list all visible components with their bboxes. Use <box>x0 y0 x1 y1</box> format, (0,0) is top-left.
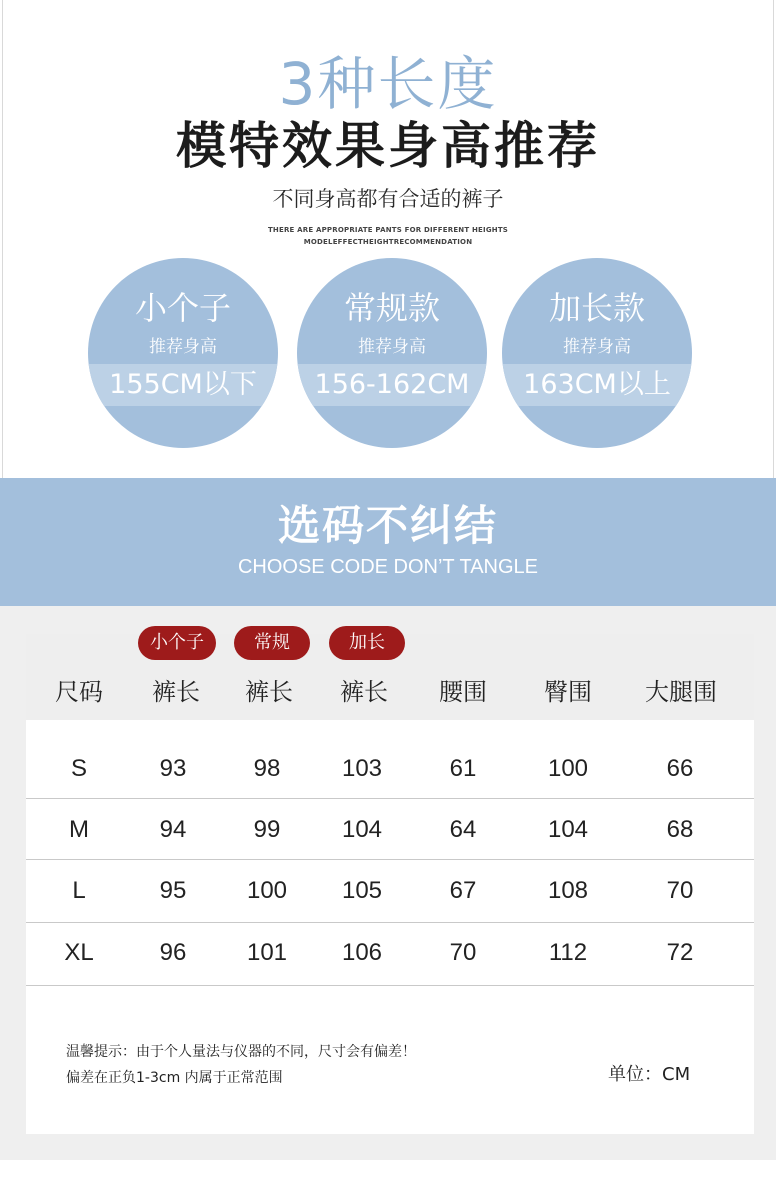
tag-regular: 常规 <box>234 626 310 660</box>
circle-title: 加长款 <box>548 289 645 327</box>
table-cell: 72 <box>666 939 694 966</box>
table-cell: 68 <box>666 816 694 843</box>
circle-height-range: 163CM以上 <box>523 369 671 400</box>
table-cell: 104 <box>341 816 383 843</box>
next-section-strip <box>0 1160 776 1200</box>
tall-height-circle <box>502 258 692 448</box>
table-cell: 61 <box>449 755 477 782</box>
circle-title: 小个子 <box>134 289 231 327</box>
length-count-title: 3种长度 <box>278 50 498 118</box>
table-cell: 70 <box>666 877 694 904</box>
table-cell: L <box>72 877 86 904</box>
height-subtitle: 不同身高都有合适的裤子 <box>272 187 504 211</box>
unit-label: 单位：CM <box>608 1064 691 1085</box>
table-cell: 108 <box>547 877 589 904</box>
row-divider <box>26 922 754 923</box>
table-cell: 64 <box>449 816 477 843</box>
banner-subtitle: CHOOSE CODE DON’T TANGLE <box>237 556 539 578</box>
regular-height-circle <box>297 258 487 448</box>
petite-height-circle <box>88 258 278 448</box>
circle-title: 常规款 <box>343 289 440 327</box>
table-cell: S <box>70 755 88 782</box>
tag-petite: 小个子 <box>138 626 216 660</box>
row-divider <box>26 859 754 860</box>
measurement-note: 温馨提示：由于个人量法与仪器的不同，尺寸会有偏差！ <box>66 1044 416 1060</box>
circle-height-range: 155CM以下 <box>109 369 257 400</box>
banner-title: 选码不纠结 <box>277 501 498 550</box>
table-cell: M <box>69 816 89 843</box>
table-cell: 96 <box>159 939 187 966</box>
table-cell: 112 <box>548 939 588 966</box>
table-cell: 66 <box>666 755 694 782</box>
header-thigh: 大腿围 <box>645 678 717 706</box>
table-cell: 103 <box>341 755 383 782</box>
tolerance-note: 偏差在正负1-3cm 内属于正常范围 <box>66 1070 283 1086</box>
table-cell: 105 <box>341 877 383 904</box>
header-length-regular: 裤长 <box>245 678 293 706</box>
header-length-tall: 裤长 <box>340 678 388 706</box>
english-caption-line1: THERE ARE APPROPRIATE PANTS FOR DIFFERENT HEIGHTS <box>267 226 509 234</box>
row-divider <box>26 798 754 799</box>
table-cell: 70 <box>449 939 477 966</box>
table-cell: 100 <box>246 877 288 904</box>
header-waist: 腰围 <box>439 678 487 706</box>
table-cell: 100 <box>547 755 589 782</box>
table-cell: 93 <box>159 755 187 782</box>
table-cell: XL <box>64 939 94 966</box>
table-cell: 101 <box>246 939 288 966</box>
table-cell: 106 <box>341 939 383 966</box>
circle-subtitle: 推荐身高 <box>563 337 631 357</box>
header-hip: 臀围 <box>544 678 592 706</box>
table-cell: 99 <box>253 816 281 843</box>
size-guide-banner <box>0 478 776 606</box>
height-recommendation-title: 模特效果身高推荐 <box>176 117 600 175</box>
row-divider <box>26 985 754 986</box>
tag-tall: 加长 <box>329 626 405 660</box>
table-cell: 94 <box>159 816 187 843</box>
table-cell: 104 <box>547 816 589 843</box>
table-cell: 98 <box>253 755 281 782</box>
english-caption-line2: MODELEFFECTHEIGHTRECOMMENDATION <box>303 238 473 246</box>
table-cell: 67 <box>449 877 477 904</box>
header-length-petite: 裤长 <box>152 678 200 706</box>
circle-subtitle: 推荐身高 <box>149 337 217 357</box>
table-cell: 95 <box>159 877 187 904</box>
circle-height-range: 156-162CM <box>314 369 470 400</box>
header-size: 尺码 <box>55 678 103 706</box>
circle-subtitle: 推荐身高 <box>358 337 426 357</box>
